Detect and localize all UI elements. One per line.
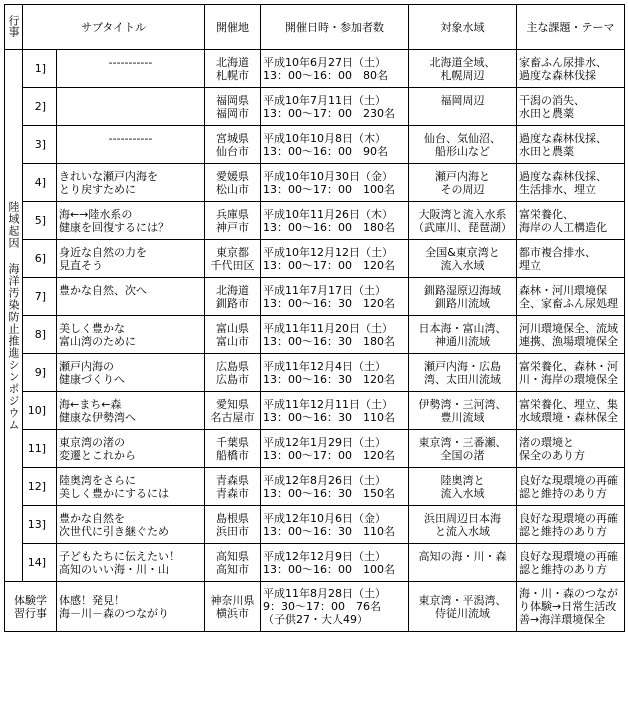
datetime-cell-line: 平成10年10月30日（金） (263, 169, 394, 183)
theme-cell-line: 認と維持のあり方 (519, 562, 608, 576)
theme-cell-line: 善→海洋環境保全 (519, 613, 606, 626)
region-cell-line: 釧路川流域 (435, 296, 491, 310)
region-cell-line: その周辺 (440, 182, 485, 196)
table-row (5, 278, 625, 316)
datetime-cell-line: 13：00～16：00 180名 (263, 220, 395, 234)
datetime-cell-line: 13：00～16：30 110名 (263, 524, 395, 538)
region-cell (409, 126, 517, 164)
region-cell-line: 浜田周辺日本海 (424, 511, 502, 525)
theme-cell-line: 良好な現環境の再確 (519, 511, 619, 525)
datetime-cell (261, 544, 409, 582)
row-number: 10] (23, 392, 57, 430)
datetime-cell (261, 430, 409, 468)
venue-cell-line: 松山市 (216, 182, 250, 196)
venue-cell-line: 高知市 (216, 562, 250, 576)
subtitle-cell (57, 50, 205, 88)
theme-cell-line: 過度な森林伐採、 (519, 131, 608, 145)
region-cell-line: 日本海・富山湾、 (418, 321, 507, 335)
subtitle-cell (57, 202, 205, 240)
subtitle-cell (57, 468, 205, 506)
theme-cell (517, 354, 625, 392)
theme-cell (517, 278, 625, 316)
subtitle-cell-line: きれいな瀬戸内海を (59, 169, 158, 183)
subtitle-cell-line (59, 69, 202, 82)
region-cell-line (411, 563, 514, 576)
datetime-cell (261, 278, 409, 316)
subtitle-cell (57, 354, 205, 392)
theme-cell-line: 水域環境・森林保全 (519, 410, 619, 424)
header-datetime: 開催日時・参加者数 (261, 5, 409, 50)
venue-cell (205, 544, 261, 582)
region-cell-line: 東京湾・三番瀬、 (418, 435, 507, 449)
subtitle-cell (57, 316, 205, 354)
datetime-cell-line: 平成12年10月6日（金） (263, 511, 387, 525)
theme-cell (517, 316, 625, 354)
row-number: 3] (23, 126, 57, 164)
theme-cell-line: 良好な現環境の再確 (519, 473, 619, 487)
venue-cell (205, 240, 261, 278)
datetime-cell-line: 平成12年12月9日（土） (263, 549, 387, 563)
row-number: 2] (23, 88, 57, 126)
venue-cell-line: 船橋市 (216, 448, 250, 462)
datetime-cell-line: 平成12年8月26日（土） (263, 473, 387, 487)
datetime-cell (261, 392, 409, 430)
subtitle-cell-line: 豊かな自然を (59, 511, 125, 525)
header-event: 行事 (5, 5, 23, 50)
table-row (5, 316, 625, 354)
datetime-cell-line: 平成11年7月17日（土） (263, 283, 387, 297)
region-cell (409, 202, 517, 240)
subtitle-cell-line: とり戻すために (59, 182, 136, 196)
subtitle-cell (57, 278, 205, 316)
theme-cell-line: 森林・河川環境保 (519, 283, 608, 297)
datetime-cell-line: 平成10年12月12日（土） (263, 245, 394, 259)
row-number: 8] (23, 316, 57, 354)
venue-cell-line: 北海道 (216, 55, 250, 69)
region-cell-line: 流入水域 (440, 258, 485, 272)
venue-cell-line: 福岡県 (216, 93, 250, 107)
datetime-cell-line: 13：00～16：00 100名 (263, 562, 395, 576)
subtitle-cell-line (59, 107, 202, 120)
datetime-cell-line: 平成12年1月29日（土） (263, 435, 387, 449)
table-row (5, 354, 625, 392)
theme-cell (517, 582, 625, 632)
datetime-cell-line: 13：00～16：30 150名 (263, 486, 395, 500)
subtitle-cell (57, 544, 205, 582)
datetime-cell-line: 13：00～17：00 230名 (263, 106, 395, 120)
theme-cell-line: 埋立 (519, 258, 542, 272)
table-row (5, 506, 625, 544)
region-cell-line: 全国&東京湾と (425, 245, 500, 259)
row-number: 1] (23, 50, 57, 88)
venue-cell (205, 50, 261, 88)
row-number: 14] (23, 544, 57, 582)
region-cell-line: 高知の海・川・森 (418, 549, 507, 563)
table-row (5, 88, 625, 126)
event-cell-line: 体験学 (14, 593, 47, 607)
region-cell (409, 278, 517, 316)
theme-cell (517, 164, 625, 202)
region-cell-line: 福岡周辺 (440, 93, 485, 107)
datetime-cell (261, 240, 409, 278)
theme-cell-line: 海岸の人工構造化 (519, 220, 608, 234)
subtitle-cell-line (59, 297, 202, 310)
theme-cell (517, 468, 625, 506)
region-cell-line: 釧路湿原辺海域 (424, 283, 502, 297)
region-cell-line: 大阪湾と流入水系 (418, 207, 507, 221)
theme-cell-line: 生活排水、埋立 (519, 182, 597, 196)
datetime-cell-line: 平成10年10月8日（木） (263, 131, 387, 145)
subtitle-cell-line: 海←まち←森 (59, 397, 122, 411)
datetime-cell-line: 13：00～16：00 80名 (263, 68, 389, 82)
subtitle-cell-line: 瀬戸内海の (59, 359, 114, 373)
event-cell (5, 582, 57, 632)
subtitle-cell (57, 240, 205, 278)
region-cell (409, 582, 517, 632)
table-row (5, 126, 625, 164)
datetime-cell (261, 126, 409, 164)
datetime-cell-line: 平成10年6月27日（土） (263, 55, 387, 69)
theme-cell (517, 430, 625, 468)
datetime-cell-line: 13：00～17：00 120名 (263, 258, 395, 272)
venue-cell (205, 278, 261, 316)
venue-cell-line: 釧路市 (216, 296, 250, 310)
theme-cell-line: 連携、漁場環境保全 (519, 334, 619, 348)
theme-cell (517, 544, 625, 582)
region-cell-line: 伊勢湾・三河湾、 (418, 397, 507, 411)
region-cell-line: 札幌周辺 (440, 68, 485, 82)
region-cell-line: 瀬戸内海・広島 (424, 359, 502, 373)
venue-cell-line: 横浜市 (216, 606, 250, 620)
symposium-table (4, 4, 625, 632)
region-cell-line: 陸奥湾と (440, 473, 485, 487)
datetime-cell-line: 13：00～16：30 110名 (263, 410, 395, 424)
theme-cell-line: 全、家畜ふん尿処理 (519, 296, 619, 310)
datetime-cell (261, 582, 409, 632)
venue-cell-line: 宮城県 (216, 131, 250, 145)
datetime-cell-line: （子供27・大人49） (263, 613, 369, 626)
venue-cell-line: 広島市 (216, 372, 250, 386)
subtitle-cell-line: 美しく豊かにするには (59, 486, 169, 500)
theme-cell (517, 88, 625, 126)
subtitle-cell (57, 392, 205, 430)
region-cell-line: と流入水域 (435, 524, 491, 538)
theme-cell (517, 392, 625, 430)
venue-cell-line: 札幌市 (216, 68, 250, 82)
header-row (5, 5, 625, 50)
theme-cell-line: 水田と農薬 (519, 144, 575, 158)
theme-cell (517, 126, 625, 164)
subtitle-cell-line: 海－川－森のつながり (59, 606, 169, 620)
venue-cell-line: 名古屋市 (210, 410, 255, 424)
theme-cell (517, 202, 625, 240)
row-number: 7] (23, 278, 57, 316)
theme-cell-line: 過度な森林伐採 (519, 68, 597, 82)
region-cell (409, 544, 517, 582)
theme-cell (517, 50, 625, 88)
theme-cell-line: 家畜ふん尿排水、 (519, 55, 608, 69)
subtitle-cell-line: 子どもたちに伝えたい！ (59, 549, 180, 563)
datetime-cell (261, 88, 409, 126)
datetime-cell-line: 平成11年12月11日（土） (263, 397, 394, 411)
subtitle-cell-line (59, 94, 202, 107)
region-cell-line (411, 107, 514, 120)
row-number: 11] (23, 430, 57, 468)
header-region: 対象水域 (409, 5, 517, 50)
event-cell-line: 習行事 (14, 606, 47, 620)
region-cell-line: 神通川流域 (435, 334, 491, 348)
region-cell (409, 316, 517, 354)
venue-cell (205, 316, 261, 354)
theme-cell-line: 川・海岸の環境保全 (519, 372, 619, 386)
region-cell-line: 東京湾・平潟湾、 (418, 593, 507, 607)
venue-cell (205, 392, 261, 430)
theme-cell-line: 干潟の消失、 (519, 93, 586, 107)
subtitle-cell-line: 豊かな自然、次へ (59, 283, 147, 297)
venue-cell-line: 青森県 (216, 473, 250, 487)
theme-cell-line: り体験→日常生活改 (519, 600, 617, 613)
region-cell (409, 164, 517, 202)
theme-cell-line: 海・川・森のつなが (519, 587, 619, 600)
region-cell (409, 392, 517, 430)
venue-cell-line: 神戸市 (216, 220, 250, 234)
datetime-cell (261, 468, 409, 506)
region-cell (409, 506, 517, 544)
table-row-experience (5, 582, 625, 632)
venue-cell-line: 千葉県 (216, 435, 250, 449)
region-cell (409, 88, 517, 126)
row-number: 13] (23, 506, 57, 544)
datetime-cell-line: 13：00～16：00 90名 (263, 144, 389, 158)
region-cell-line: 流入水域 (440, 486, 485, 500)
datetime-cell-line: 13：00～16：30 180名 (263, 334, 395, 348)
subtitle-cell-line: 体感！発見！ (59, 593, 125, 607)
table-row (5, 430, 625, 468)
venue-cell (205, 88, 261, 126)
venue-cell-line: 愛知県 (216, 397, 250, 411)
venue-cell-line: 高知県 (216, 549, 250, 563)
region-cell (409, 240, 517, 278)
theme-cell (517, 506, 625, 544)
subtitle-cell-line: 健康な伊勢湾へ (59, 410, 136, 424)
subtitle-cell-line: 海←→陸水系の (59, 207, 133, 221)
region-cell-line: 豊川流域 (440, 410, 485, 424)
venue-cell-line: 富山市 (216, 334, 250, 348)
subtitle-cell-line: 健康を回復するには？ (59, 220, 169, 234)
theme-cell-line: 富栄養化、埋立、集 (519, 397, 619, 411)
region-cell-line: 全国の渚 (440, 448, 485, 462)
venue-cell-line: 神奈川県 (210, 593, 255, 607)
theme-cell-line: 水田と農薬 (519, 106, 575, 120)
theme-cell-line: 過度な森林伐採、 (519, 169, 608, 183)
subtitle-cell-line: 高知のいい海・川・山 (59, 562, 169, 576)
group-label: 陸域起因 海洋汚染防止推進シンポジウム (5, 50, 23, 582)
row-number: 6] (23, 240, 57, 278)
datetime-cell (261, 164, 409, 202)
theme-cell-line: 認と維持のあり方 (519, 486, 608, 500)
datetime-cell (261, 50, 409, 88)
header-venue: 開催地 (205, 5, 261, 50)
datetime-cell (261, 506, 409, 544)
row-number: 9] (23, 354, 57, 392)
row-number: 4] (23, 164, 57, 202)
datetime-cell-line: 平成11年11月20日（土） (263, 321, 394, 335)
table-row (5, 164, 625, 202)
venue-cell (205, 202, 261, 240)
theme-cell-line: 富栄養化、森林・河 (519, 359, 619, 373)
subtitle-cell (57, 582, 205, 632)
datetime-cell-line: 13：00～16：30 120名 (263, 372, 395, 386)
venue-cell (205, 430, 261, 468)
subtitle-cell-line: 健康づくりへ (59, 372, 125, 386)
venue-cell-line: 兵庫県 (216, 207, 250, 221)
venue-cell-line: 浜田市 (216, 524, 250, 538)
subtitle-cell-line: 次世代に引き継ぐため (59, 524, 169, 538)
datetime-cell (261, 316, 409, 354)
subtitle-cell-line: 身近な自然の力を (59, 245, 147, 259)
venue-cell-line: 北海道 (216, 283, 250, 297)
datetime-cell (261, 354, 409, 392)
row-number: 12] (23, 468, 57, 506)
region-cell-line: 仙台、気仙沼、 (424, 131, 502, 145)
subtitle-cell-line: 陸奥湾をさらに (59, 473, 136, 487)
theme-cell-line: 都市複合排水、 (519, 245, 597, 259)
region-cell-line: 船形山など (435, 144, 491, 158)
subtitle-cell (57, 126, 205, 164)
datetime-cell (261, 202, 409, 240)
theme-cell-line: 渚の環境と (519, 435, 575, 449)
datetime-cell-line: 平成11年12月4日（土） (263, 359, 387, 373)
region-cell (409, 430, 517, 468)
datetime-cell-line: 平成10年11月26日（木） (263, 207, 394, 221)
datetime-cell-line: 13：00～17：00 100名 (263, 182, 395, 196)
theme-cell-line: 富栄養化、 (519, 207, 575, 221)
theme-cell-line: 保全のあり方 (519, 448, 586, 462)
datetime-cell-line: 13：00～16：30 120名 (263, 296, 395, 310)
region-cell-line: 侍従川流域 (435, 606, 491, 620)
subtitle-cell-line: 変遷とこれから (59, 448, 136, 462)
header-subtitle: サブタイトル (23, 5, 205, 50)
table-row (5, 240, 625, 278)
subtitle-cell-line: 美しく豊かな (59, 321, 125, 335)
region-cell (409, 50, 517, 88)
datetime-cell-line: 9：30～17：00 76名 (263, 600, 382, 613)
header-theme: 主な課題・テーマ (517, 5, 625, 50)
subtitle-cell-line: 見直そう (59, 258, 103, 272)
table-row (5, 50, 625, 88)
subtitle-cell (57, 506, 205, 544)
theme-cell-line: 良好な現環境の再確 (519, 549, 619, 563)
region-cell (409, 468, 517, 506)
venue-cell-line: 愛媛県 (216, 169, 250, 183)
subtitle-cell-line (59, 145, 202, 158)
venue-cell (205, 164, 261, 202)
region-cell-line: （武庫川、琵琶湖） (413, 220, 513, 234)
venue-cell (205, 126, 261, 164)
subtitle-cell-line: ----------- (108, 131, 153, 145)
venue-cell-line: 仙台市 (216, 144, 250, 158)
theme-cell-line: 認と維持のあり方 (519, 524, 608, 538)
venue-cell-line: 広島県 (216, 359, 250, 373)
row-number: 5] (23, 202, 57, 240)
theme-cell (517, 240, 625, 278)
datetime-cell-line: 13：00～17：00 120名 (263, 448, 395, 462)
venue-cell (205, 354, 261, 392)
venue-cell-line: 東京都 (216, 245, 250, 259)
region-cell-line: 瀬戸内海と (435, 169, 491, 183)
subtitle-cell (57, 164, 205, 202)
subtitle-cell (57, 88, 205, 126)
venue-cell-line: 青森市 (216, 486, 250, 500)
subtitle-cell-line: ----------- (108, 55, 153, 69)
subtitle-cell-line: 東京湾の渚の (59, 435, 125, 449)
venue-cell (205, 468, 261, 506)
table-row (5, 544, 625, 582)
venue-cell (205, 582, 261, 632)
subtitle-cell-line: 富山湾のために (59, 334, 136, 348)
region-cell-line: 北海道全域、 (429, 55, 496, 69)
venue-cell-line: 福岡市 (216, 106, 250, 120)
datetime-cell-line: 平成11年8月28日（土） (263, 587, 387, 600)
table-row (5, 202, 625, 240)
venue-cell-line: 島根県 (216, 511, 250, 525)
subtitle-cell (57, 430, 205, 468)
region-cell-line: 湾、太田川流域 (424, 372, 502, 386)
venue-cell (205, 506, 261, 544)
theme-cell-line: 河川環境保全、流域 (519, 321, 619, 335)
venue-cell-line: 富山県 (216, 321, 250, 335)
region-cell (409, 354, 517, 392)
venue-cell-line: 千代田区 (210, 258, 255, 272)
datetime-cell-line: 平成10年7月11日（土） (263, 93, 387, 107)
table-row (5, 392, 625, 430)
table-row (5, 468, 625, 506)
